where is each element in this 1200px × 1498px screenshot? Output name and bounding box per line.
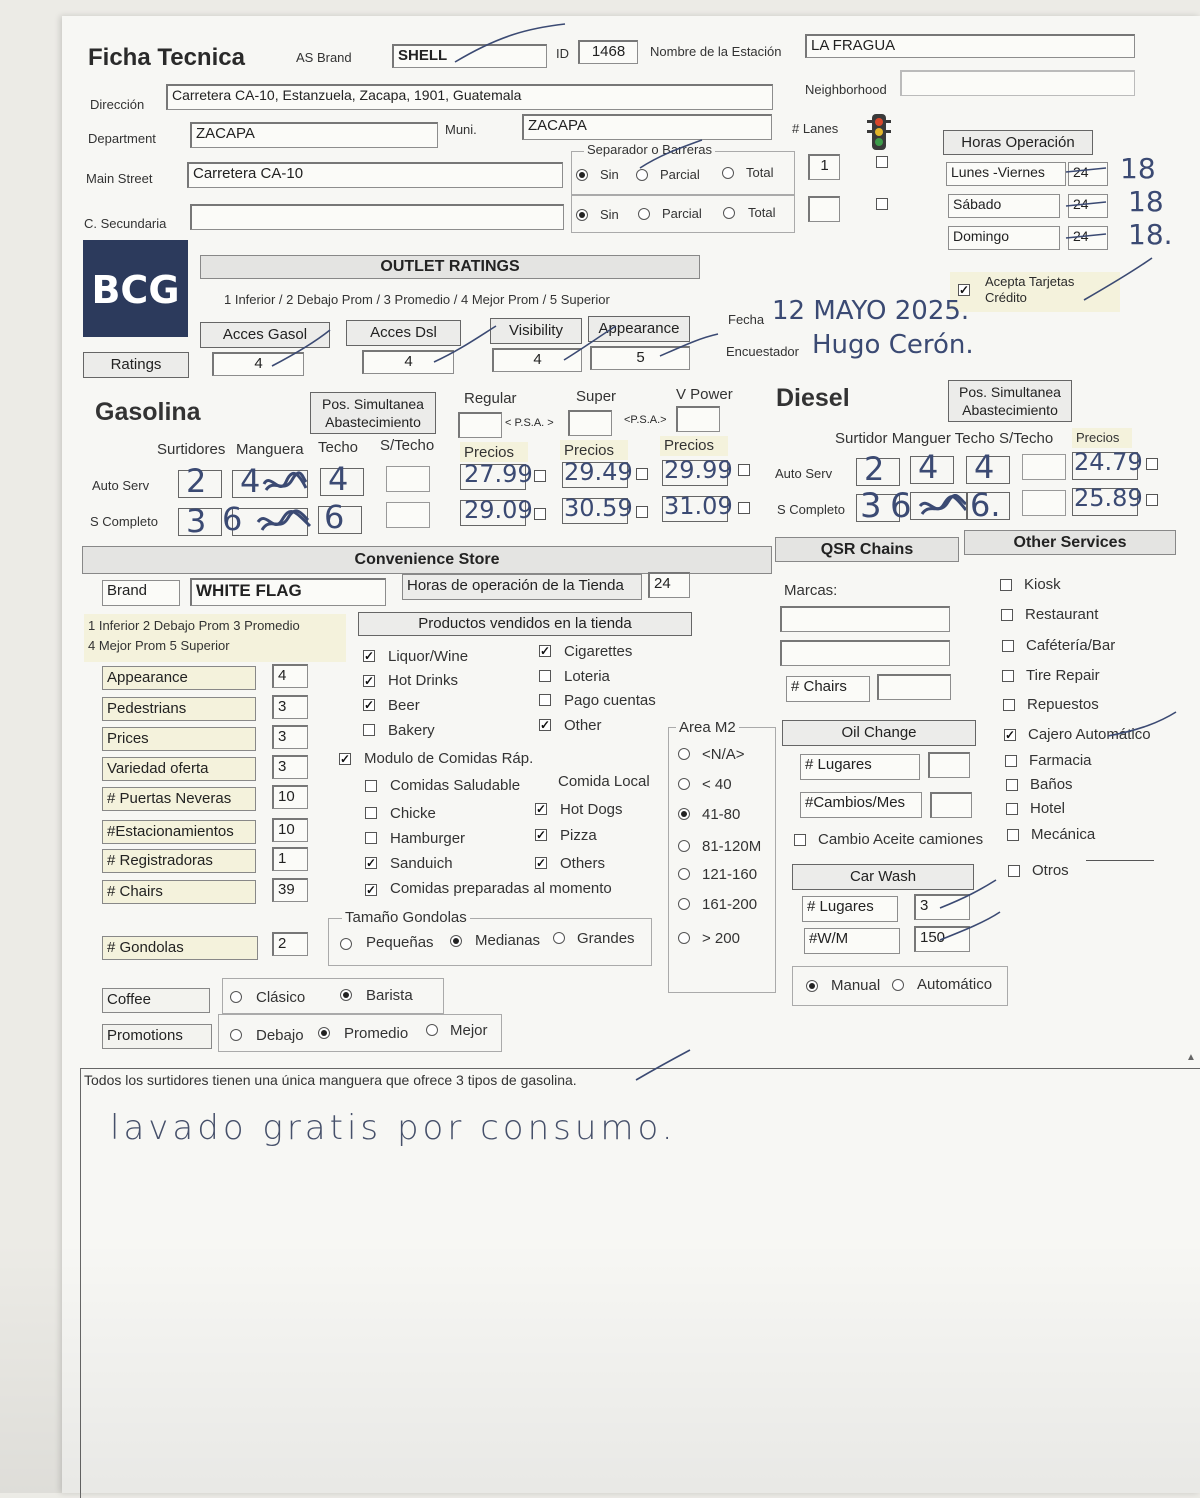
hot-drinks-label: Hot Drinks (388, 672, 459, 689)
area-option-radio[interactable] (678, 778, 690, 790)
completo-super-price: 30.59 (564, 494, 633, 522)
bakery-checkbox[interactable] (363, 724, 375, 736)
pago-cuentas-checkbox[interactable] (539, 694, 551, 706)
other-service-checkbox[interactable] (1001, 609, 1013, 621)
encuestador-handwritten: Hugo Cerón. (812, 330, 974, 360)
appearance-label: Appearance (588, 316, 690, 342)
other-service-checkbox[interactable] (1008, 865, 1020, 877)
completo-vpower-check[interactable] (738, 502, 750, 514)
others-food-checkbox[interactable]: ✓ (536, 856, 547, 870)
store-metric-label: Variedad oferta (102, 757, 256, 781)
liquor-checkbox[interactable]: ✓ (364, 649, 375, 663)
oil-lugares-label: # Lugares (800, 754, 920, 780)
acces-gasol-value[interactable]: 4 (212, 352, 304, 376)
direccion-field[interactable]: Carretera CA-10, Estanzuela, Zacapa, 1901, Guatemala (166, 84, 773, 110)
store-metric-value[interactable]: 1 (272, 847, 308, 871)
diesel-completo-manguer: 6 (890, 486, 912, 526)
pequenas-radio[interactable] (340, 938, 352, 950)
direccion-label: Dirección (90, 97, 145, 112)
auto-manguera-scribble (262, 470, 308, 498)
diesel-auto-stecho-field[interactable] (1022, 454, 1066, 480)
qsr-chairs-label: # Chairs (786, 676, 870, 702)
store-metric-value[interactable]: 10 (272, 785, 308, 809)
psa-label-2: <P.S.A.> (624, 414, 667, 426)
separador-total-label: Total (746, 165, 774, 180)
pizza-checkbox[interactable]: ✓ (536, 828, 547, 842)
vpower-psa-field[interactable] (676, 406, 720, 432)
promedio-label: Promedio (344, 1025, 409, 1042)
mejor-radio[interactable] (426, 1024, 438, 1036)
acepta-tarjetas-label: Acepta Tarjetas Crédito (985, 274, 1075, 305)
other-service-checkbox[interactable] (1002, 670, 1014, 682)
department-label: Department (88, 131, 156, 146)
lanes-check-1[interactable] (876, 156, 888, 168)
gasolina-pos-simultanea: Pos. Simultanea Abastecimiento (310, 392, 436, 434)
main-street-field[interactable]: Carretera CA-10 (187, 162, 563, 188)
auto-regular-price: 27.99 (464, 460, 533, 488)
precios-header-super: Precios (564, 442, 615, 459)
store-scale-1: 1 Inferior 2 Debajo Prom 3 Promedio (88, 618, 300, 633)
productos-header: Productos vendidos en la tienda (358, 612, 692, 636)
super-psa-field[interactable] (568, 410, 612, 436)
chicken-label: Chicke (390, 805, 436, 822)
area-option-label: <N/A> (702, 746, 745, 763)
area-option-label: 161-200 (702, 896, 758, 913)
auto-surtidores-value: 2 (186, 462, 207, 500)
completo-surtidores-value: 3 (186, 502, 207, 540)
oil-lugares-field[interactable] (928, 752, 970, 778)
gondola-size-label: Tamaño Gondolas (342, 909, 470, 926)
mejor-label: Mejor (450, 1022, 488, 1039)
barista-label: Barista (366, 987, 413, 1004)
beer-checkbox[interactable]: ✓ (364, 698, 375, 712)
area-option-label: > 200 (702, 930, 740, 947)
completo-regular-check[interactable] (534, 508, 546, 520)
hours-weekday-handwritten: 18 (1120, 152, 1156, 185)
preparadas-checkbox[interactable]: ✓ (366, 883, 377, 897)
hours-weekday-label: Lunes -Viernes (946, 162, 1066, 186)
hours-saturday-handwritten: 18 (1128, 185, 1164, 218)
hamburger-checkbox[interactable] (365, 832, 377, 844)
store-hours-label: Horas de operación de la Tienda (402, 574, 642, 600)
techo-header: Techo (318, 439, 359, 456)
other-service-label: Restaurant (1025, 606, 1099, 623)
area-group (668, 727, 776, 993)
store-metric-value[interactable]: 39 (272, 878, 308, 902)
as-brand-field[interactable]: SHELL (392, 44, 547, 68)
hot-drinks-checkbox[interactable]: ✓ (364, 674, 375, 688)
convenience-store-header: Convenience Store (82, 546, 772, 574)
completo-regular-price: 29.09 (464, 496, 533, 524)
main-street-label: Main Street (86, 171, 153, 186)
store-hours-field[interactable]: 24 (648, 572, 690, 598)
diesel-completo-techo: 6. (970, 486, 1001, 524)
gondolas-field[interactable]: 2 (272, 932, 308, 956)
store-metric-label: Pedestrians (102, 697, 256, 721)
oil-cambios-field[interactable] (930, 792, 972, 818)
ratings-row-label: Ratings (83, 352, 189, 378)
modulo-comidas-checkbox[interactable]: ✓ (340, 752, 351, 766)
visibility-label: Visibility (490, 318, 582, 344)
automatico-label: Automático (917, 976, 993, 993)
debajo-radio[interactable] (230, 1029, 242, 1041)
super-label: Super (576, 388, 617, 405)
id-label: ID (556, 46, 569, 61)
station-name-label: Nombre de la Estación (650, 44, 782, 59)
traffic-light-icon (866, 112, 892, 152)
otros-line (1086, 860, 1154, 861)
hamburger-label: Hamburger (390, 830, 466, 847)
hot-dogs-label: Hot Dogs (560, 801, 623, 818)
hours-sunday-handwritten: 18. (1128, 218, 1173, 251)
fecha-handwritten: 12 MAYO 2025. (772, 296, 970, 326)
pago-cuentas-label: Pago cuentas (564, 692, 656, 709)
completo-techo-value: 6 (324, 498, 345, 536)
area-option-label: 81-120M (702, 838, 762, 855)
gasolina-title: Gasolina (95, 398, 201, 426)
pequenas-label: Pequeñas (366, 934, 434, 951)
hours-saturday-field[interactable]: 24 (1068, 194, 1108, 218)
diesel-title: Diesel (776, 384, 850, 412)
diesel-auto-manguer: 4 (918, 448, 939, 486)
encuestador-label: Encuestador (726, 344, 799, 359)
bcg-logo-text: BCG (91, 268, 180, 312)
diesel-pos-simultanea: Pos. Simultanea Abastecimiento (948, 380, 1072, 422)
marcas-field-2[interactable] (780, 640, 950, 666)
other-service-label: Cafétería/Bar (1026, 637, 1116, 654)
completo-stecho-field[interactable] (386, 502, 430, 528)
others-food-label: Others (560, 855, 606, 872)
store-brand-field[interactable]: WHITE FLAG (190, 578, 386, 606)
pizza-label: Pizza (560, 827, 597, 844)
department-field[interactable]: ZACAPA (190, 122, 438, 148)
form-title: Ficha Tecnica (88, 44, 245, 71)
area-option-radio[interactable] (678, 840, 690, 852)
hours-saturday-label: Sábado (948, 194, 1060, 218)
bakery-label: Bakery (388, 722, 435, 739)
auto-vpower-check[interactable] (738, 464, 750, 476)
marcas-label: Marcas: (784, 582, 838, 599)
preparadas-label: Comidas preparadas al momento (390, 880, 612, 897)
area-option-label: 41-80 (702, 806, 741, 823)
diesel-completo-price: 25.89 (1074, 484, 1143, 512)
separador2-total-label: Total (748, 205, 776, 220)
auto-serv-label: Auto Serv (92, 478, 150, 493)
loteria-checkbox[interactable] (539, 670, 551, 682)
acces-gasol-label: Acces Gasol (200, 322, 330, 348)
wm-label: #W/M (804, 928, 900, 954)
separador-label: Separador o Barreras (584, 142, 715, 157)
debajo-label: Debajo (256, 1027, 304, 1044)
id-field[interactable]: 1468 (578, 40, 638, 64)
other-service-checkbox[interactable] (1000, 579, 1012, 591)
grandes-radio[interactable] (553, 932, 565, 944)
other-service-label: Repuestos (1027, 696, 1099, 713)
separador-parcial-label: Parcial (660, 167, 700, 182)
other-service-label: Hotel (1030, 800, 1066, 817)
cambio-camiones-checkbox[interactable] (794, 834, 806, 846)
other-service-label: Kiosk (1024, 576, 1061, 593)
station-name-field[interactable]: LA FRAGUA (805, 34, 1135, 58)
completo-manguera-scribble (256, 508, 312, 536)
completo-manguera-value: 6 (222, 500, 243, 538)
horas-operacion-header: Horas Operación (943, 130, 1093, 155)
chicken-checkbox[interactable] (365, 807, 377, 819)
manual-radio[interactable] (806, 980, 818, 992)
auto-manguera-value: 4 (240, 462, 261, 500)
ratings-scale: 1 Inferior / 2 Debajo Prom / 3 Promedio / 4 Mejor Prom / 5 Superior (224, 292, 610, 307)
separador-sin-radio[interactable] (576, 169, 588, 181)
other-service-label: Mecánica (1031, 826, 1096, 843)
other-service-checkbox[interactable] (1003, 699, 1015, 711)
lanes-label: # Lanes (792, 121, 839, 136)
gondolas-label: # Gondolas (102, 936, 258, 960)
area-option-radio[interactable] (678, 932, 690, 944)
cambio-camiones-label: Cambio Aceite camiones (818, 831, 984, 848)
diesel-auto-techo: 4 (974, 448, 995, 486)
other-service-label: Baños (1030, 776, 1073, 793)
area-option-radio[interactable] (678, 898, 690, 910)
appearance-value[interactable]: 5 (590, 346, 690, 370)
sanduich-label: Sanduich (390, 855, 453, 872)
hours-weekday-field[interactable]: 24 (1068, 162, 1108, 186)
manguera-header: Manguera (236, 441, 304, 458)
surtidores-header: Surtidores (157, 441, 226, 458)
calle-secundaria-field[interactable] (190, 204, 564, 230)
neighborhood-label: Neighborhood (805, 82, 887, 97)
loteria-label: Loteria (564, 668, 610, 685)
qsr-chains-header: QSR Chains (775, 537, 959, 562)
stecho-header: S/Techo (380, 437, 435, 454)
regular-psa-field[interactable] (458, 412, 502, 438)
store-metric-label: # Chairs (102, 880, 256, 904)
other-service-label: Cajero Automático (1028, 726, 1151, 743)
calle-secundaria-label: C. Secundaria (84, 216, 167, 231)
separador2-sin-label: Sin (600, 207, 619, 222)
clasico-label: Clásico (256, 989, 306, 1006)
medianas-radio[interactable] (450, 935, 462, 947)
other-service-checkbox[interactable] (1007, 829, 1019, 841)
auto-techo-value: 4 (328, 460, 349, 498)
diesel-completo-stecho-field[interactable] (1022, 490, 1066, 516)
hours-sunday-field[interactable]: 24 (1068, 226, 1108, 250)
visibility-value[interactable]: 4 (492, 348, 582, 372)
other-service-label: Tire Repair (1026, 667, 1100, 684)
other-services-header: Other Services (964, 530, 1176, 555)
promotions-label: Promotions (102, 1024, 212, 1049)
clasico-radio[interactable] (230, 991, 242, 1003)
oil-change-header: Oil Change (782, 720, 976, 746)
other-service-checkbox[interactable] (1005, 755, 1017, 767)
separador2-parcial-label: Parcial (662, 206, 702, 221)
outlet-ratings-header: OUTLET RATINGS (200, 255, 700, 279)
manual-label: Manual (831, 977, 881, 994)
notes-typed-text: Todos los surtidores tienen una única manguera que ofrece 3 tipos de gasolina. (84, 1072, 577, 1088)
sanduich-checkbox[interactable]: ✓ (366, 856, 377, 870)
muni-field[interactable]: ZACAPA (522, 114, 772, 140)
modulo-comidas-label: Modulo de Comidas Ráp. (364, 750, 534, 767)
diesel-precios-header: Precios (1076, 430, 1120, 445)
fecha-label: Fecha (728, 312, 765, 327)
as-brand-label: AS Brand (296, 50, 352, 65)
lanes-field-1[interactable]: 1 (808, 154, 840, 180)
auto-vpower-price: 29.99 (664, 456, 733, 484)
store-metric-value[interactable]: 10 (272, 818, 308, 842)
store-metric-label: Prices (102, 727, 256, 751)
area-option-label: < 40 (702, 776, 732, 793)
wm-field[interactable]: 150 (914, 926, 970, 952)
other-service-checkbox[interactable]: ✓ (1005, 728, 1016, 742)
neighborhood-field[interactable] (900, 70, 1135, 96)
muni-label: Muni. (445, 122, 477, 137)
separador-parcial-radio[interactable] (636, 169, 648, 181)
store-scale-2: 4 Mejor Prom 5 Superior (88, 638, 230, 653)
store-metric-value[interactable]: 3 (272, 755, 308, 779)
area-option-radio[interactable] (678, 868, 690, 880)
store-metric-label: #Estacionamientos (102, 820, 256, 844)
area-option-radio[interactable] (678, 748, 690, 760)
lanes-field-2[interactable] (808, 196, 840, 222)
diesel-completo-surtidor: 3 (860, 486, 882, 526)
saludable-label: Comidas Saludable (390, 777, 521, 794)
diesel-auto-surtidor: 2 (864, 450, 885, 488)
automatico-radio[interactable] (892, 979, 904, 991)
other-service-checkbox[interactable] (1006, 779, 1018, 791)
separador-total-radio[interactable] (722, 167, 734, 179)
other-service-label: Otros (1032, 862, 1069, 879)
s-completo-label: S Completo (90, 514, 158, 529)
acces-dsl-value[interactable]: 4 (362, 350, 454, 374)
diesel-s-completo-label: S Completo (777, 502, 845, 517)
store-metric-label: # Registradoras (102, 849, 256, 873)
precios-header-regular: Precios (464, 444, 515, 461)
precios-header-vpower: Precios (664, 437, 715, 454)
barista-radio[interactable] (340, 989, 352, 1001)
bcg-logo (83, 240, 188, 337)
area-option-label: 121-160 (702, 866, 758, 883)
store-metric-label: Appearance (102, 666, 256, 690)
other-service-checkbox[interactable] (1006, 803, 1018, 815)
other-products-label: Other (564, 717, 602, 734)
promedio-radio[interactable] (318, 1027, 330, 1039)
store-brand-label: Brand (102, 580, 180, 606)
beer-label: Beer (388, 697, 420, 714)
acces-dsl-label: Acces Dsl (346, 320, 461, 346)
lanes-check-2[interactable] (876, 198, 888, 210)
other-service-label: Farmacia (1029, 752, 1092, 769)
notes-handwritten-text: lavado gratis por consumo. (110, 1108, 677, 1148)
area-option-radio[interactable] (678, 808, 690, 820)
coffee-label: Coffee (102, 988, 210, 1013)
store-metric-value[interactable]: 3 (272, 725, 308, 749)
acepta-tarjetas-checkbox[interactable]: ✓ (959, 283, 970, 297)
area-title: Area M2 (676, 719, 739, 736)
oil-cambios-label: #Cambios/Mes (800, 792, 922, 818)
psa-label-1: < P.S.A. > (505, 417, 554, 429)
scroll-up-icon[interactable]: ▲ (1186, 1052, 1196, 1063)
completo-super-check[interactable] (636, 506, 648, 518)
auto-stecho-field[interactable] (386, 466, 430, 492)
diesel-auto-check[interactable] (1146, 458, 1158, 470)
vpower-label: V Power (676, 386, 733, 403)
store-metric-label: # Puertas Neveras (102, 787, 256, 811)
completo-vpower-price: 31.09 (664, 492, 733, 520)
auto-regular-check[interactable] (534, 470, 546, 482)
separador2-sin-radio[interactable] (576, 209, 588, 221)
other-service-checkbox[interactable] (1002, 640, 1014, 652)
carwash-lugares-label: # Lugares (802, 896, 898, 922)
regular-label: Regular (464, 390, 517, 407)
comida-local-label: Comida Local (558, 773, 650, 790)
diesel-manguer-scribble (918, 494, 968, 520)
diesel-auto-price: 24.79 (1074, 448, 1143, 476)
diesel-auto-serv-label: Auto Serv (775, 466, 833, 481)
store-metric-value[interactable]: 4 (272, 664, 308, 688)
grandes-label: Grandes (577, 930, 635, 947)
separador2-total-radio[interactable] (723, 207, 735, 219)
car-wash-header: Car Wash (792, 864, 974, 890)
carwash-lugares-field[interactable]: 3 (914, 894, 970, 920)
marcas-field-1[interactable] (780, 606, 950, 632)
other-products-checkbox[interactable]: ✓ (540, 718, 551, 732)
diesel-completo-check[interactable] (1146, 494, 1158, 506)
separador-sin-label: Sin (600, 167, 619, 182)
auto-super-price: 29.49 (564, 458, 633, 486)
liquor-label: Liquor/Wine (388, 648, 469, 665)
qsr-chairs-field[interactable] (877, 674, 951, 700)
hot-dogs-checkbox[interactable]: ✓ (536, 802, 547, 816)
store-metric-value[interactable]: 3 (272, 695, 308, 719)
diesel-columns-header: Surtidor Manguer Techo S/Techo (835, 430, 1054, 447)
hours-sunday-label: Domingo (948, 226, 1060, 250)
cigarettes-label: Cigarettes (564, 643, 633, 660)
auto-super-check[interactable] (636, 468, 648, 480)
separador2-parcial-radio[interactable] (638, 208, 650, 220)
saludable-checkbox[interactable] (365, 780, 377, 792)
cigarettes-checkbox[interactable]: ✓ (540, 644, 551, 658)
medianas-label: Medianas (475, 932, 541, 949)
